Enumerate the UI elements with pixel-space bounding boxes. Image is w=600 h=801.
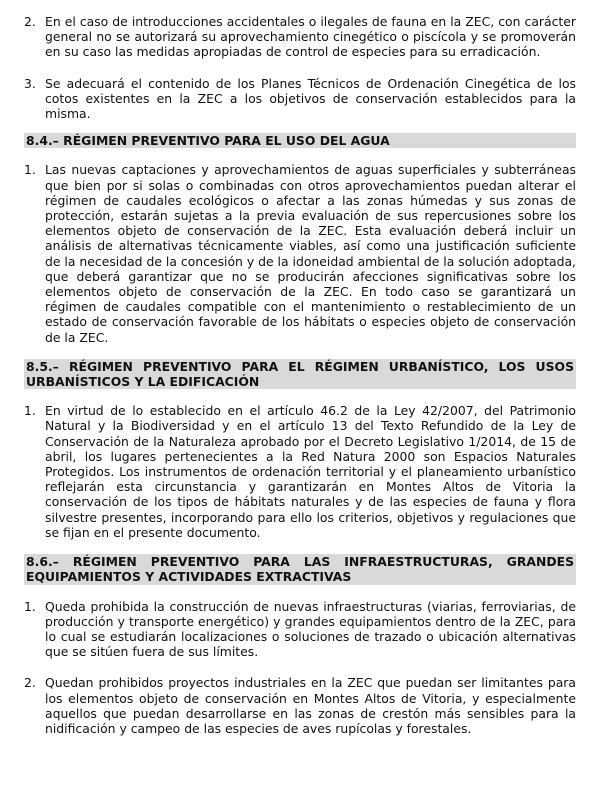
list-item-8-6-2 <box>24 675 576 736</box>
section-heading-label: 8.6.– RÉGIMEN PREVENTIVO PARA LAS INFRAESTRUCTURAS, GRANDES EQUIPAMIENTOS Y ACTIVIDADES EXTRACTIVAS <box>26 554 574 585</box>
item-number: 1. <box>24 403 36 419</box>
list-item-8-6-1 <box>24 599 576 660</box>
document-page <box>24 6 576 736</box>
item-text: En virtud de lo establecido en el artículo 46.2 de la Ley 42/2007, del Patrimonio Natural y la Biodiversidad y en el artículo 13 del Texto Refundido de la Ley de Conservación de la Naturaleza aprobado por el Decreto Legislativo 1/2014, de 15 de abril, los lugares pertenecientes a la Red Natura 2000 son Espacios Naturales Protegidos. Los instrumentos de ordenación territorial y el planeamiento urbanístico reflejarán esta circunstancia y garantizarán en Montes Altos de Vitoria la conservación de los tipos de hábitats naturales y de las especies de fauna y flora silvestre presentes, incorporando para ello los criterios, objetivos y regulaciones que se fijan en el presente documento. <box>45 403 576 540</box>
list-item-8-5-1 <box>24 403 576 540</box>
section-heading-8-6 <box>24 554 576 584</box>
item-number: 2. <box>24 675 36 691</box>
section-heading-8-4 <box>24 133 576 148</box>
item-text: Se adecuará el contenido de los Planes Técnicos de Ordenación Cinegética de los cotos existentes en la ZEC a los objetivos de conservación establecidos para la misma. <box>45 75 576 122</box>
item-text: Queda prohibida la construcción de nuevas infraestructuras (viarias, ferroviarias, de producción y transporte energético) y grandes equipamientos dentro de la ZEC, para lo cual se estudiarán localizaciones o soluciones de trazado o ubicación alternativas que se sitúen fuera de sus límites. <box>45 598 576 660</box>
item-number: 2. <box>24 14 36 29</box>
item-number: 1. <box>24 598 36 614</box>
item-number: 3. <box>24 75 36 91</box>
section-heading-label: 8.5.– RÉGIMEN PREVENTIVO PARA EL RÉGIMEN URBANÍSTICO, LOS USOS URBANÍSTICOS Y LA EDIFICACIÓN <box>26 358 574 390</box>
item-number: 1. <box>24 162 36 178</box>
list-item-8-3-3 <box>24 76 576 122</box>
item-text: Las nuevas captaciones y aprovechamientos de aguas superficiales y subterráneas que bien por si solas o combinadas con otros aprovechamientos puedan alterar el régimen de caudales ecológicos o afectar a las zonas húmedas y sus zonas de protección, estarán sujetas a la previa evaluación de sus repercusiones sobre los elementos objeto de conservación de la ZEC. Esta evaluación deberá incluir un análisis de alternativas técnicamente viables, así como una justificación suficiente de la necesidad de la concesión y de la idoneidad ambiental de la solución adoptada, que deberá garantizar que no se producirán afecciones significativas sobre los elementos objeto de conservación de la ZEC. En todo caso se garantizará un régimen de caudales compatible con el mantenimiento o restablecimiento de un estado de conservación favorable de los hábitats o especies objeto de conservación de la ZEC. <box>45 162 576 345</box>
item-text: En el caso de introducciones accidentales o ilegales de fauna en la ZEC, con carácter general no se autorizará su aprovechamiento cinegético o piscícola y se promoverán en su caso las medidas apropiadas de control de especies para su erradicación. <box>45 14 576 60</box>
section-heading-label: 8.4.– RÉGIMEN PREVENTIVO PARA EL USO DEL AGUA <box>26 133 390 149</box>
item-text: Quedan prohibidos proyectos industriales en la ZEC que puedan ser limitantes para los elementos objeto de conservación en Montes Altos de Vitoria, y especialmente aquellos que puedan desarrollarse en las zonas de crestón más sensibles para la nidificación y campeo de las especies de aves rupícolas y forestales. <box>45 675 576 736</box>
list-item-8-4-1 <box>24 162 576 344</box>
section-heading-8-5 <box>24 359 576 389</box>
list-item-8-3-2 <box>24 14 576 60</box>
